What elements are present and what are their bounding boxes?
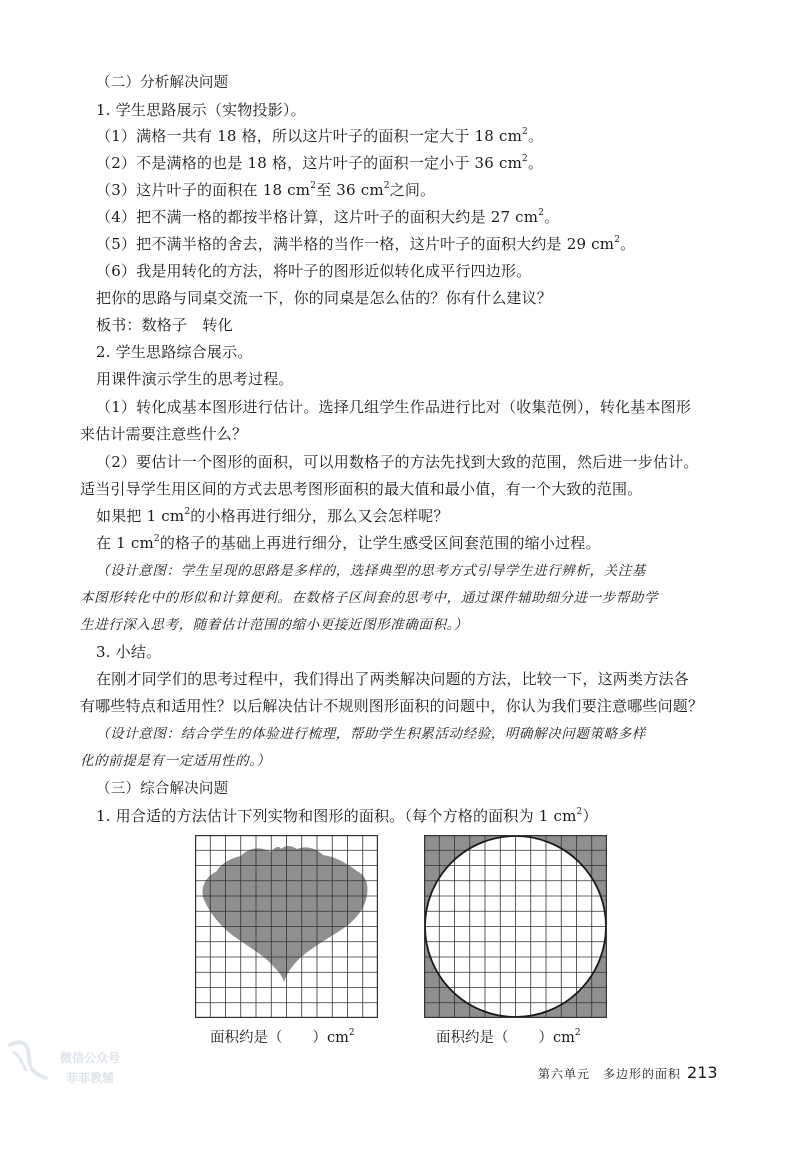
idea-4: （4）把不满一格的都按半格计算，这片叶子的面积大约是 27 $cm^2$。 [96,208,560,226]
section-heading-2: （二）分析解决问题 [96,75,229,91]
design-note-1-line-2: 本图形转化中的形似和计算便利。在数格子区间套的思考中，通过课件辅助细分进一步帮助学 [80,590,659,606]
idea-5: （5）把不满半格的舍去，满半格的当作一格，这片叶子的面积大约是 29 $cm^2$。 [96,235,636,253]
step-2-title: 2. 学生思路综合展示。 [96,343,253,361]
idea-3: （3）这片叶子的面积在 18 $cm^2$至 36 $cm^2$之间。 [96,181,436,199]
page-number: 213 [687,1063,718,1082]
watermark: 微信公众号 菲菲教辅 [59,1051,120,1085]
design-note-1-line-3: 生进行深入思考，随着估计范围的缩小更接近图形准确面积。） [80,617,469,633]
watermark-hand-icon [0,1020,60,1090]
leaf-shape [203,846,368,982]
design-note-2-line-2: 化的前提是有一定适用性的。） [80,753,271,769]
design-note-2-line-1: （设计意图：结合学生的体验进行梳理，帮助学生积累活动经验，明确解决问题策略多样 [96,726,646,742]
step-1-title: 1. 学生思路展示（实物投影）。 [96,101,306,119]
demo-line: 用课件演示学生的思考过程。 [96,370,294,388]
board-note: 板书：数格子 转化 [96,316,233,334]
square-grid [195,835,378,1018]
step-3-title: 3. 小结。 [96,643,162,661]
circle-grid-figure [424,835,607,1018]
point-2-line-1: （2）要估计一个图形的面积，可以用数格子的方法先找到大致的范围，然后进一步估计。 [96,453,699,471]
point-1-line-2: 来估计需要注意些什么？ [80,425,248,443]
right-answer-caption: 面积约是（ ）$cm^2$ [436,1028,581,1046]
section-heading-3: （三）综合解决问题 [96,781,229,797]
idea-6: （6）我是用转化的方法，将叶子的图形近似转化成平行四边形。 [96,262,532,280]
summary-line-1: 在刚才同学们的思考过程中，我们得出了两类解决问题的方法，比较一下，这两类方法各 [96,670,689,688]
idea-1: （1）满格一共有 18 格，所以这片叶子的面积一定大于 18 $cm^2$。 [96,127,544,145]
question-2: 在 1 $cm^2$的格子的基础上再进行细分，让学生感受区间套范围的缩小过程。 [96,534,601,552]
design-note-1-line-1: （设计意图：学生呈现的思路是多样的，选择典型的思考方式引导学生进行辨析，关注基 [96,563,646,579]
point-1-line-1: （1）转化成基本图形进行估计。选择几组学生作品进行比对（收集范例），转化基本图形 [96,398,692,416]
left-answer-caption: 面积约是（ ）$cm^2$ [210,1028,355,1046]
share-prompt: 把你的思路与同桌交流一下，你的同桌是怎么估的？你有什么建议？ [96,289,553,307]
exercise-1-prompt: 1. 用合适的方法估计下列实物和图形的面积。（每个方格的面积为 1 $cm^2$） [96,807,598,825]
question-1: 如果把 1 $cm^2$的小格再进行细分，那么又会怎样呢？ [96,507,449,525]
point-2-line-2: 适当引导学生用区间的方式去思考图形面积的最大值和最小值，有一个大致的范围。 [80,480,643,498]
footer-unit-title: 第六单元 多边形的面积 [538,1067,682,1081]
page-footer [538,1063,718,1082]
leaf-grid-figure [195,835,378,1018]
summary-line-2: 有哪些特点和适用性？以后解决估计不规则图形面积的问题中，你认为我们要注意哪些问题？ [80,697,704,715]
idea-2: （2）不是满格的也是 18 格，这片叶子的面积一定小于 36 $cm^2$。 [96,154,544,172]
